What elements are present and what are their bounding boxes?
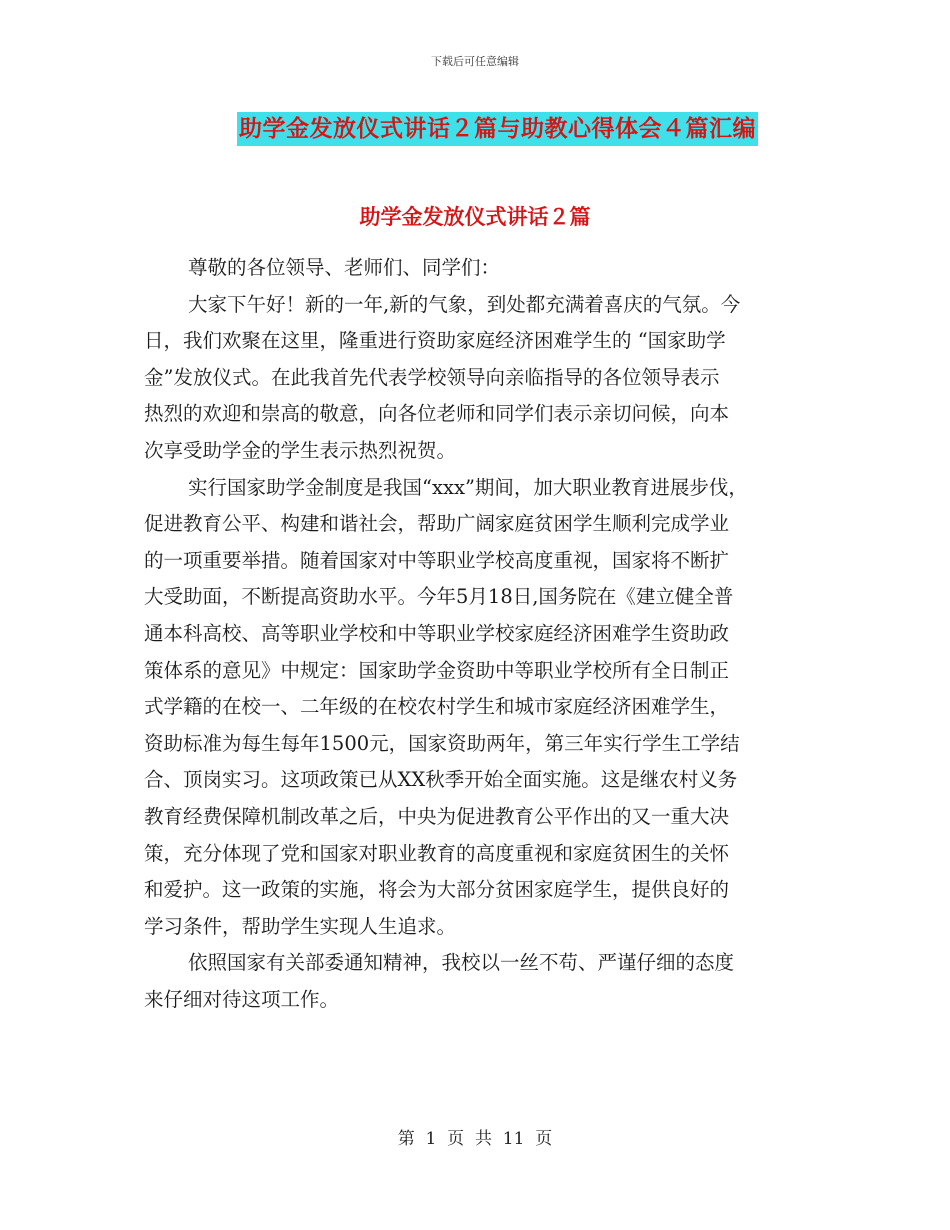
text-line: 大受助面，不断提高资助水平。今年5月18日,国务院在《建立健全普 [144,585,734,609]
text-line: 热烈的欢迎和崇高的敬意，向各位老师和同学们表示亲切问候，向本 [144,402,730,426]
document-title-container [0,112,950,146]
text-line: 学习条件，帮助学生实现人生追求。 [144,914,457,938]
page-header: 下载后可任意编辑 [431,55,519,68]
text-line: 实行国家助学金制度是我国“xxx”期间，加大职业教育进展步伐， [188,475,748,499]
text-line: 通本科高校、高等职业学校和中等职业学校家庭经济困难学生资助政 [144,621,730,645]
text-line: 大家下午好！新的一年,新的气象，到处都充满着喜庆的气氛。今 [188,292,741,316]
text-line: 尊敬的各位领导、老师们、同学们： [188,256,501,279]
text-line: 金”发放仪式。在此我首先代表学校领导向亲临指导的各位领导表示 [144,365,720,389]
text-line: 促进教育公平、构建和谐社会，帮助广阔家庭贫困学生顺利完成学业 [144,512,730,536]
text-line: 日，我们欢聚在这里，隆重进行资助家庭经济困难学生的 “国家助学 [144,329,726,353]
text-line: 依照国家有关部委通知精神，我校以一丝不苟、严谨仔细的态度 [188,951,735,975]
text-line: 式学籍的在校一、二年级的在校农村学生和城市家庭经济困难学生， [144,695,730,719]
page-footer: 第 1 页 共 11 页 [397,1129,553,1149]
text-line: 资助标准为每生每年1500元，国家资助两年，第三年实行学生工学结 [144,731,740,755]
section-title: 助学金发放仪式讲话２篇 [359,204,591,229]
text-line: 次享受助学金的学生表示热烈祝贺。 [144,438,457,462]
text-line: 和爱护。这一政策的实施，将会为大部分贫困家庭学生，提供良好的 [144,878,730,902]
document-title: 助学金发放仪式讲话２篇与助教心得体会４篇汇编 [237,112,758,146]
text-line: 合、顶岗实习。这项政策已从XX秋季开始全面实施。这是继农村义务 [144,768,738,792]
text-line: 策体系的意见》中规定：国家助学金资助中等职业学校所有全日制正 [144,658,730,682]
text-line: 教育经费保障机制改革之后，中央为促进教育公平作出的又一重大决 [144,804,730,828]
text-line: 来仔细对待这项工作。 [144,987,340,1011]
text-line: 的一项重要举措。随着国家对中等职业学校高度重视，国家将不断扩 [144,548,730,572]
text-line: 策，充分体现了党和国家对职业教育的高度重视和家庭贫困生的关怀 [144,841,730,865]
body-text [144,250,824,1018]
